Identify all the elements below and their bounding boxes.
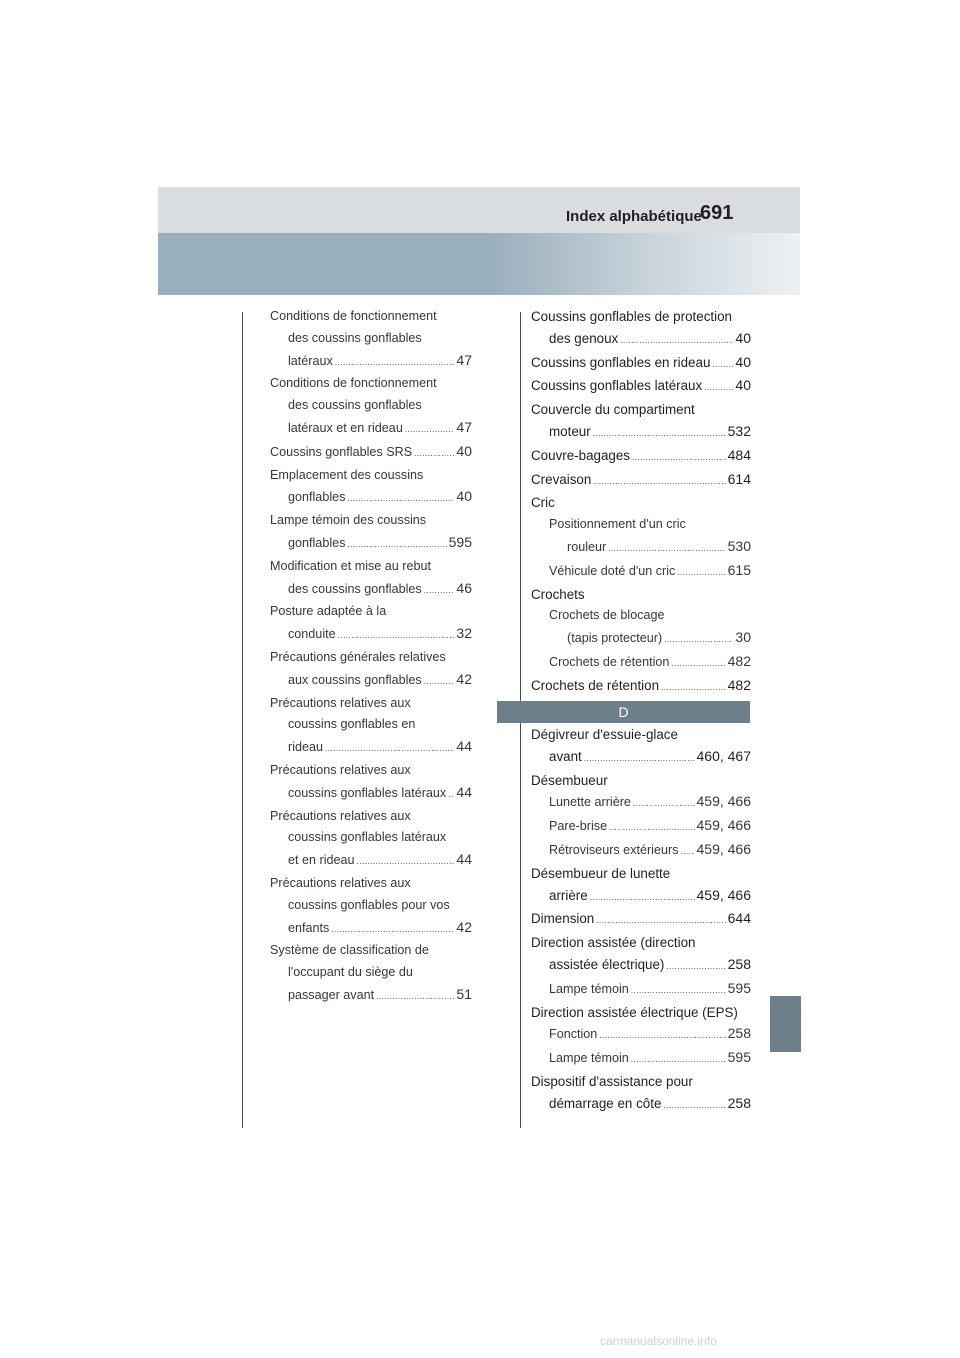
index-line — [270, 917, 472, 941]
entry-text: Coussins gonflables latéraux — [531, 378, 703, 394]
index-line — [270, 736, 472, 760]
left-rule — [242, 312, 243, 1128]
leader-dots — [608, 538, 725, 560]
index-line — [531, 536, 751, 560]
entry-text: des coussins gonflables — [288, 581, 422, 596]
leader-dots — [331, 919, 454, 941]
entry-text: moteur — [549, 423, 591, 439]
entry-text: (tapis protecteur) — [567, 631, 663, 646]
page-ref: 258 — [727, 1094, 751, 1111]
index-line — [531, 352, 751, 376]
index-entry — [270, 373, 472, 440]
leader-dots — [357, 851, 455, 873]
page-ref: 258 — [727, 1025, 751, 1042]
header-band — [158, 233, 800, 295]
index-line — [531, 954, 751, 978]
index-line — [531, 746, 751, 770]
subentry-text: Positionnement d'un cric — [549, 517, 686, 532]
page-ref: 40 — [735, 329, 751, 346]
page-ref: 40 — [735, 353, 751, 370]
page-ref: 51 — [456, 985, 472, 1002]
leader-dots — [424, 580, 455, 602]
page-ref: 46 — [456, 579, 472, 596]
index-line — [531, 675, 751, 699]
entry-text: Dispositif d'assistance pour — [531, 1073, 693, 1089]
page-ref: 44 — [456, 851, 472, 868]
entry-text: coussins gonflables latéraux — [288, 785, 447, 800]
entry-text: Couvercle du compartiment — [531, 402, 695, 418]
page-ref: 595 — [727, 1049, 751, 1066]
page-number: 691 — [700, 202, 734, 224]
index-entry — [270, 873, 472, 940]
index-entry — [270, 647, 472, 693]
entry-text: Posture adaptée à la — [270, 604, 387, 619]
leader-dots — [338, 625, 455, 647]
entry-text: aux coussins gonflables — [288, 672, 422, 687]
entry-text: avant — [549, 748, 582, 764]
index-line — [270, 849, 472, 873]
index-line — [270, 417, 472, 441]
page-ref: 30 — [735, 629, 751, 646]
index-entry — [531, 932, 751, 1001]
page-ref: 44 — [456, 783, 472, 800]
index-entry — [531, 724, 751, 770]
leader-dots — [663, 1095, 725, 1117]
entry-text: Précautions relatives aux — [270, 875, 411, 890]
index-line — [531, 885, 751, 909]
entry-text: Coussins gonflables SRS — [270, 444, 413, 459]
leader-dots — [376, 986, 454, 1008]
index-line — [270, 578, 472, 602]
entry-text: démarrage en côte — [549, 1095, 662, 1111]
page-ref: 47 — [456, 418, 472, 435]
page-ref: 484 — [727, 446, 751, 463]
entry-text: Précautions relatives aux — [270, 808, 411, 823]
entry-text: Coussins gonflables en rideau — [531, 354, 711, 370]
index-line — [531, 375, 751, 399]
entry-heading: Direction assistée électrique (EPS) — [531, 1004, 738, 1020]
index-entry — [270, 510, 472, 556]
leader-dots — [424, 671, 455, 693]
page-ref: 615 — [727, 561, 751, 578]
index-line — [270, 441, 472, 465]
entry-heading: Crochets — [531, 586, 585, 602]
entry-text: Direction assistée (direction — [531, 935, 696, 951]
page-ref: 460, 467 — [696, 747, 751, 764]
entry-text: coussins gonflables en — [288, 717, 416, 732]
page-ref: 459, 466 — [696, 817, 751, 834]
leader-dots — [671, 653, 725, 675]
index-entry — [531, 469, 751, 493]
entry-text: arrière — [549, 887, 588, 903]
entry-text: passager avant — [288, 987, 375, 1002]
leader-dots — [633, 793, 695, 815]
index-entry — [531, 1002, 751, 1071]
index-entry — [531, 584, 751, 675]
page-ref: 42 — [456, 918, 472, 935]
page-ref: 614 — [727, 470, 751, 487]
entry-text: Crochets de rétention — [549, 654, 670, 669]
leader-dots — [405, 419, 455, 441]
page-ref: 40 — [735, 377, 751, 394]
entry-text: Dégivreur d'essuie-glace — [531, 727, 678, 742]
entry-text: assistée électrique) — [549, 956, 665, 972]
index-line — [531, 1047, 751, 1071]
leader-dots — [584, 748, 695, 770]
entry-text: Crevaison — [531, 471, 592, 487]
entry-text: Lampe témoin — [549, 1051, 629, 1066]
page-ref: 532 — [727, 422, 751, 439]
entry-text: Précautions relatives aux — [270, 695, 411, 710]
entry-text: Crochets de rétention — [531, 677, 660, 693]
section-title: Index alphabétique — [566, 208, 702, 225]
leader-dots — [632, 447, 726, 469]
leader-dots — [599, 1025, 725, 1047]
page-ref: 459, 466 — [696, 886, 751, 903]
index-line — [531, 1023, 751, 1047]
entry-text: des genoux — [549, 330, 619, 346]
entry-text: rouleur — [567, 539, 607, 554]
index-line — [270, 350, 472, 374]
leader-dots — [661, 677, 726, 699]
index-line — [531, 978, 751, 1002]
index-line — [531, 908, 751, 932]
entry-text: Précautions relatives aux — [270, 762, 411, 777]
entry-text: Dimension — [531, 911, 595, 927]
entry-text: Conditions de fonctionnement — [270, 376, 437, 391]
index-entry — [531, 1071, 751, 1117]
leader-dots — [680, 841, 694, 863]
index-entry — [270, 601, 472, 647]
index-entry — [531, 770, 751, 863]
entry-text: Pare-brise — [549, 819, 608, 834]
leader-dots — [666, 956, 725, 978]
index-column-right-c — [531, 306, 751, 699]
leader-dots — [664, 629, 733, 651]
index-line — [531, 560, 751, 584]
page-ref: 482 — [727, 652, 751, 669]
page-ref: 44 — [456, 738, 472, 755]
page-ref: 40 — [456, 488, 472, 505]
entry-text: et en rideau — [288, 853, 355, 868]
index-entry — [531, 306, 751, 352]
leader-dots — [590, 887, 695, 909]
entry-text: Coussins gonflables de protection — [531, 309, 732, 324]
entry-text: coussins gonflables latéraux — [288, 830, 447, 845]
index-entry — [531, 908, 751, 932]
subentry-text: Crochets de blocage — [549, 608, 665, 623]
page-ref: 482 — [727, 676, 751, 693]
section-letter-d: D — [497, 701, 750, 723]
index-entry — [270, 806, 472, 873]
footer-watermark: carmanualsonline.info — [600, 1334, 717, 1348]
index-entry — [270, 306, 472, 373]
leader-dots — [631, 980, 726, 1002]
leader-dots — [593, 423, 726, 445]
entry-text: gonflables — [288, 490, 346, 505]
leader-dots — [620, 330, 733, 352]
leader-dots — [704, 377, 733, 399]
index-entry — [531, 863, 751, 909]
entry-text: Lampe témoin — [549, 981, 629, 996]
leader-dots — [712, 354, 733, 376]
index-line — [531, 1093, 751, 1117]
leader-dots — [335, 352, 455, 374]
index-entry — [270, 465, 472, 511]
index-entry — [270, 441, 472, 465]
entry-text: Fonction — [549, 1027, 598, 1042]
index-line — [531, 839, 751, 863]
leader-dots — [347, 534, 446, 556]
index-line — [270, 782, 472, 806]
entry-text: Précautions générales relatives — [270, 649, 446, 664]
entry-text: Couvre-bagages — [531, 447, 631, 463]
index-entry — [531, 445, 751, 469]
index-entry — [531, 399, 751, 445]
entry-text: Modification et mise au rebut — [270, 558, 432, 573]
entry-text: rideau — [288, 740, 324, 755]
index-line — [531, 791, 751, 815]
page-ref: 530 — [727, 537, 751, 554]
page-ref: 459, 466 — [696, 793, 751, 810]
page-ref: 32 — [456, 625, 472, 642]
index-entry — [531, 675, 751, 699]
entry-text: des coussins gonflables — [288, 330, 422, 345]
page-ref: 47 — [456, 351, 472, 368]
leader-dots — [448, 784, 454, 806]
entry-text: enfants — [288, 920, 330, 935]
leader-dots — [414, 443, 454, 465]
entry-text: Véhicule doté d'un cric — [549, 563, 676, 578]
index-line — [270, 623, 472, 647]
index-line — [531, 328, 751, 352]
thumb-tab — [770, 996, 801, 1052]
index-line — [531, 815, 751, 839]
entry-heading: Cric — [531, 495, 555, 511]
entry-text: Désembueur de lunette — [531, 865, 671, 881]
index-entry — [270, 556, 472, 602]
page-ref: 40 — [456, 442, 472, 459]
page-ref: 644 — [727, 910, 751, 927]
page-ref: 258 — [727, 955, 751, 972]
index-entry — [531, 352, 751, 376]
entry-text: latéraux et en rideau — [288, 420, 403, 435]
entry-heading: Désembueur — [531, 772, 608, 788]
leader-dots — [347, 488, 454, 510]
index-column-left — [270, 306, 472, 1008]
index-line — [270, 669, 472, 693]
index-column-right-d — [531, 724, 751, 1117]
page-ref: 595 — [727, 979, 751, 996]
index-entry — [531, 375, 751, 399]
leader-dots — [325, 738, 454, 760]
index-line — [270, 532, 472, 556]
index-line — [531, 651, 751, 675]
page-ref: 595 — [448, 533, 472, 550]
leader-dots — [596, 910, 725, 932]
entry-text: Conditions de fonctionnement — [270, 309, 437, 323]
entry-text: Rétroviseurs extérieurs — [549, 842, 679, 857]
entry-text: gonflables — [288, 535, 346, 550]
index-line — [270, 984, 472, 1008]
leader-dots — [593, 471, 725, 493]
entry-text: conduite — [288, 627, 336, 642]
entry-text: des coussins gonflables — [288, 398, 422, 413]
index-entry — [531, 492, 751, 583]
page-ref: 42 — [456, 670, 472, 687]
entry-text: Lunette arrière — [549, 795, 631, 810]
index-entry — [270, 693, 472, 760]
entry-text: Lampe témoin des coussins — [270, 513, 427, 528]
entry-text: Emplacement des coussins — [270, 467, 424, 482]
entry-text: latéraux — [288, 353, 333, 368]
index-line — [531, 421, 751, 445]
index-entry — [270, 760, 472, 806]
page-ref: 459, 466 — [696, 840, 751, 857]
index-line — [270, 486, 472, 510]
leader-dots — [631, 1049, 726, 1071]
index-line — [531, 627, 751, 651]
entry-text: Système de classification de — [270, 943, 429, 958]
index-entry — [270, 940, 472, 1007]
entry-text: coussins gonflables pour vos — [288, 897, 450, 912]
leader-dots — [677, 562, 725, 584]
leader-dots — [609, 817, 694, 839]
index-line — [531, 445, 751, 469]
index-line — [531, 469, 751, 493]
entry-text: l'occupant du siège du — [288, 965, 413, 980]
